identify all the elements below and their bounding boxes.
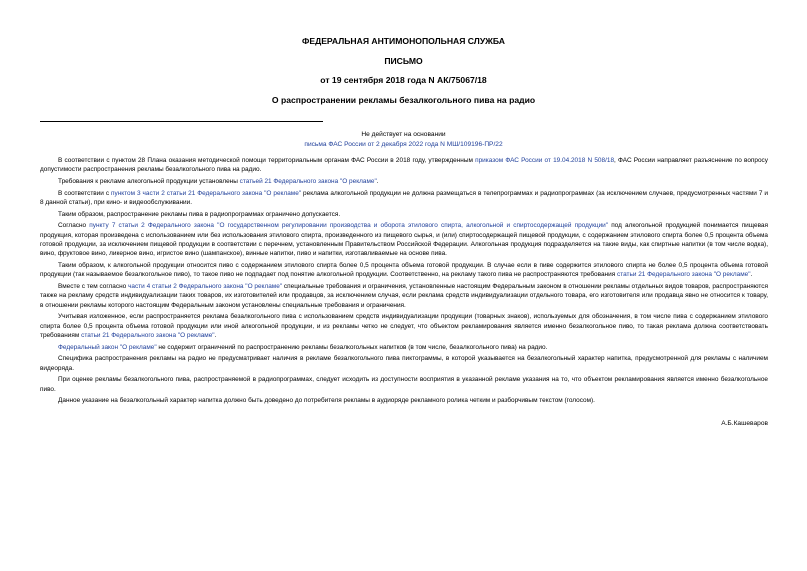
paragraph-text: Специфика распространения рекламы на радио не предусматривает наличия в рекламе безалкогольного пива пиктограммы, в которой указывается на безалкогольный характер напитка, предусмотренной для рекламы с наличием видеоряда. [40,355,768,372]
paragraph-text: . [214,332,217,340]
header-divider [40,121,323,122]
paragraph-text: При оценке рекламы безалкогольного пива, распространяемой в радиопрограммах, следует исходить из доступности восприятия в указанной рекламе указания на то, что объектом рекламирования является именно безалкогольное пиво. [40,376,768,393]
paragraph-text: В соответствии с пунктом 28 Плана оказания методической помощи территориальным органам ФАС России в 2018 году, утвержденным [58,157,476,164]
advertising-law-link[interactable]: Федеральный закон "О рекламе" [58,343,157,351]
paragraph-text: Требования к рекламе алкогольной продукции установлены [58,178,240,185]
paragraph-6 [40,261,768,280]
law-article-21-link[interactable]: статьи 21 Федерального закона "О рекламе" [616,271,751,279]
paragraph-2 [40,177,768,186]
paragraph-9 [40,343,768,352]
document-date-number: от 19 сентября 2018 года N АК/75067/18 [320,75,487,85]
paragraph-text: специальные требования и ограничения, установленные настоящим Федеральным законом в отношении рекламы отдельных видов товаров, распространяются также на рекламу средств индивидуализации таких товаров, их изготовителей или продавцов, за исключением случая, если реклама средств индивидуализации отдельного товара, его изготовителя или продавца явно не относится к товару, в отношении рекламы которого настоящим Федеральным законом установлены специальные требования и ограничения. [40,283,768,309]
paragraph-text: Таким образом, распространение рекламы пива в радиопрограммах ограничено допускается. [58,210,341,218]
paragraph-text: Вместе с тем согласно [58,283,129,290]
signature: А.Б.Кашеваров [721,420,768,427]
paragraph-text: Согласно [58,222,90,230]
document-body [40,156,768,408]
paragraph-5 [40,221,768,259]
document-type: ПИСЬМО [384,56,423,66]
paragraph-1 [40,156,768,175]
law-article-21-clause-link[interactable]: пунктом 3 части 2 статьи 21 Федерального закона "О рекламе" [111,189,302,197]
paragraph-text: Таким образом, к алкогольной продукции относится пиво с содержанием этилового спирта более 0,5 процента объема готовой продукции. В случае если в пиве содержится этилового спирта не более 0,5 процента объема готовой продукции (так называемое безалкогольное пиво), то такое пиво не подпадает под понятие алкогольной продукции. Соответственно, на рекламу такого пива не распространяются требования [40,262,768,279]
paragraph-text: не содержит ограничений по распространению рекламы безалкогольных напитков (в том числе, безалкогольного пива) на радио. [156,343,548,351]
paragraph-12 [40,396,768,405]
paragraph-text: . [750,271,753,279]
agency-title: ФЕДЕРАЛЬНАЯ АНТИМОНОПОЛЬНАЯ СЛУЖБА [302,36,505,46]
alcohol-law-link[interactable]: пункту 7 статьи 2 Федерального закона "О государственном регулировании производства и оборота этилового спирта, алкогольной и спиртосодержащей продукции" [89,222,609,230]
status-note: Не действует на основании [361,131,446,138]
paragraph-text: под алкогольной продукцией понимается пищевая продукция, которая произведена с использованием или без использования этилового спирта, произведенного из пищевого сырья, и (или) спиртосодержащей пищевой продукции, с содержанием этилового спирта более 0,5 процента объема готовой продукции, за исключением пищевой продукции в соответствии с перечнем, установленным Правительством Российской Федерации. Алкогольная продукция подразделяется на такие виды, как спиртные напитки (в том числе водка), вино, фруктовое вино, ликерное вино, игристое вино (шампанское), винные напитки, пиво и напитки, изготавливаемые на основе пива. [40,222,768,258]
document-subject: О распространении рекламы безалкогольного пива на радио [271,95,536,105]
law-article-21-link[interactable]: статьей 21 Федерального закона "О рекламе" [239,178,377,185]
paragraph-text: , ФАС России направляет разъяснение по вопросу допустимости распространения рекламы безалкогольного пива на радио. [40,157,768,174]
paragraph-10 [40,354,768,373]
law-article-21-link[interactable]: статьи 21 Федерального закона "О рекламе" [81,332,215,340]
paragraph-3 [40,189,768,208]
status-link[interactable]: письма ФАС России от 2 декабря 2022 года N МШ/109196-ПР/22 [304,141,503,148]
paragraph-8 [40,312,768,340]
order-link[interactable]: приказом ФАС России от 19.04.2018 N 508/18 [475,157,615,164]
law-article-2-link[interactable]: части 4 статьи 2 Федерального закона "О рекламе" [128,283,283,290]
paragraph-text: реклама алкогольной продукции не должна размещаться в телепрограммах и радиопрограммах (за исключением случаев, предусмотренных частями 7 и 8 данной статьи), при кино- и видеообслуживании. [40,189,768,206]
paragraph-4 [40,210,768,219]
paragraph-text: Учитывая изложенное, если распространяется реклама безалкогольного пива с использованием средств индивидуализации продукции (товарных знаков), используемых для обозначения, в том числе пива с содержанием этилового спирта более 0,5 процента объема готовой продукции или иной алкогольной продукции, и из рекламы четко не следует, что объектом рекламирования является именно безалкогольное пиво, то такая реклама должна соответствовать требованиям [40,313,768,340]
paragraph-7 [40,282,768,310]
paragraph-text: Данное указание на безалкогольный характер напитка должно быть доведено до потребителя рекламы в аудиоряде рекламного ролика четким и разборчивым текстом (голосом). [58,397,595,405]
paragraph-text: В соответствии с [58,189,112,197]
status-link-line [0,140,807,150]
paragraph-text: . [376,178,379,185]
paragraph-11 [40,375,768,394]
